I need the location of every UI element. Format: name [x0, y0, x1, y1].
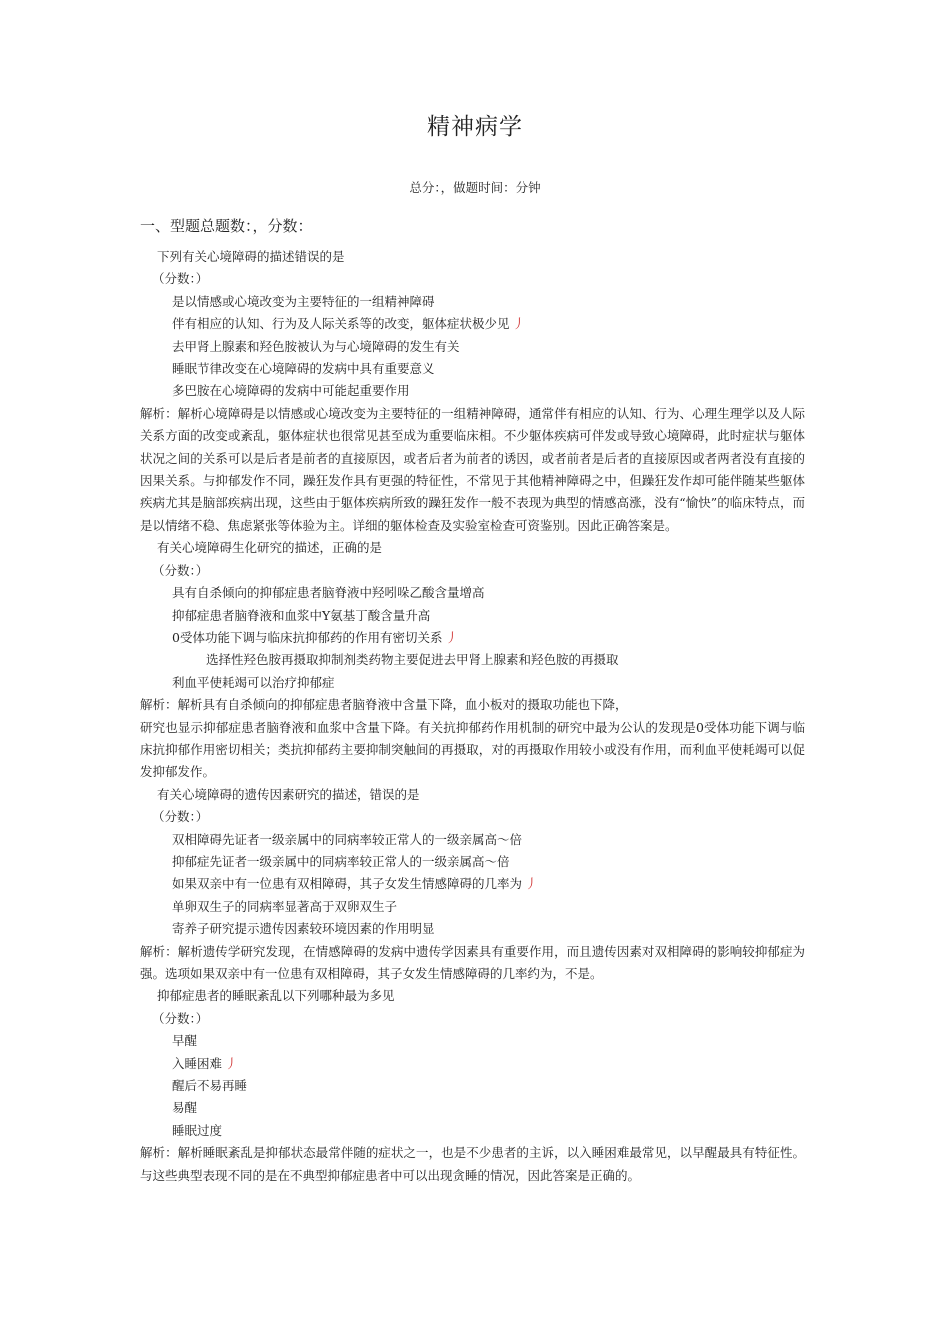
question-score: （分数：）: [152, 562, 209, 578]
question-list: [140, 246, 805, 1187]
question-score: （分数：）: [152, 1010, 209, 1026]
analysis-text: 研究也显示抑郁症患者脑脊液和血浆中含量下降。有关抗抑郁药作用机制的研究中最为公认的发现是0受体功能下调与临床抗抑郁作用密切相关；类抗抑郁药主要抑制突触间的再摄取，对的再摄取作用较小或没有作用，而利血平使耗竭可以促发抑郁发作。: [140, 719, 805, 780]
option-text: 0受体功能下调与临床抗抑郁药的作用有密切关系: [172, 629, 443, 645]
question-stem: 有关心境障碍生化研究的描述，正确的是: [157, 540, 383, 556]
analysis-first-line: 解析：解析具有自杀倾向的抑郁症患者脑脊液中含量下降，血小板对的摄取功能也下降，: [140, 697, 628, 713]
question-2: [140, 537, 805, 783]
question-score: （分数：）: [152, 271, 209, 287]
option-a: 具有自杀倾向的抑郁症患者脑脊液中羟吲哚乙酸含量增高: [172, 585, 485, 601]
question-stem: 有关心境障碍的遗传因素研究的描述，错误的是: [157, 786, 420, 802]
analysis-text: 解析：解析遗传学研究发现，在情感障碍的发病中遗传学因素具有重要作用，而且遗传因素对双相障碍的影响较抑郁症为强。选项如果双亲中有一位患有双相障碍，其子女发生情感障碍的几率约为，不是。: [140, 943, 805, 981]
option-e: 睡眠过度: [172, 1122, 223, 1138]
option-e: 寄养子研究提示遗传因素较环境因素的作用明显: [172, 921, 435, 937]
correct-check-mark: 丿: [445, 629, 458, 645]
option-b: 抑郁症先证者一级亲属中的同病率较正常人的一级亲属高〜倍: [172, 853, 510, 869]
option-d: 易醒: [172, 1100, 198, 1116]
option-text: 入睡困难: [172, 1055, 223, 1071]
correct-check-mark: 丿: [512, 316, 526, 332]
option-a: 双相障碍先证者一级亲属中的同病率较正常人的一级亲属高〜倍: [172, 831, 523, 847]
question-stem: 抑郁症患者的睡眠紊乱以下列哪种最为多见: [157, 988, 395, 1004]
analysis-text: 解析：解析睡眠紊乱是抑郁状态最常伴随的症状之一，也是不少患者的主诉，以入睡困难最常见，以早醒最具有特征性。与这些典型表现不同的是在不典型抑郁症患者中可以出现贪睡的情况，因此答案是正确的。: [140, 1145, 805, 1183]
option-a: 是以情感或心境改变为主要特征的一组精神障碍: [172, 293, 435, 309]
option-b: [140, 1053, 805, 1075]
option-d: 睡眠节律改变在心境障碍的发病中具有重要意义: [172, 361, 435, 377]
option-c: 去甲肾上腺素和羟色胺被认为与心境障碍的发生有关: [172, 338, 460, 354]
question-4: [140, 985, 805, 1187]
correct-check-mark: 丿: [525, 876, 538, 892]
question-3: [140, 784, 805, 986]
option-b: [140, 313, 805, 335]
option-text: 如果双亲中有一位患有双相障碍，其子女发生情感障碍的几率为: [172, 876, 523, 892]
correct-check-mark: 丿: [225, 1055, 238, 1071]
exam-summary: 总分：，做题时间：分钟: [409, 180, 541, 195]
option-text: 伴有相应的认知、行为及人际关系等的改变，躯体症状极少见: [172, 316, 510, 332]
analysis-text: 解析：解析心境障碍是以情感或心境改变为主要特征的一组精神障碍，通常伴有相应的认知、行为、心理生理学以及人际关系方面的改变或紊乱，躯体症状也很常见甚至成为重要临床相。不少躯体疾病可伴发或导致心境障碍，此时症状与躯体状况之间的关系可以是后者是前者的直接原因，或者后者为前者的诱因，或者前者是后者的直接原因或者两者没有直接的因果关系。与抑郁发作不同，躁狂发作具有更强的特征性，不常见于其他精神障碍之中，但躁狂发作却可能伴随某些躯体疾病尤其是脑部疾病出现，这些由于躯体疾病所致的躁狂发作一般不表现为典型的情感高涨，没有“愉快”的临床特点，而是以情绪不稳、焦虑紧张等体验为主。详细的躯体检查及实验室检查可资鉴别。因此正确答案是。: [140, 405, 805, 533]
question-stem: 下列有关心境障碍的描述错误的是: [157, 249, 345, 264]
option-b: 抑郁症患者脑脊液和血浆中Y氨基丁酸含量升高: [172, 607, 431, 623]
section-heading: 一、型题总题数：，分数：: [140, 217, 313, 235]
option-d: 选择性羟色胺再摄取抑制剂类药物主要促进去甲肾上腺素和羟色胺的再摄取: [206, 652, 619, 668]
option-c: [140, 873, 805, 895]
question-1: [140, 246, 805, 537]
question-score: （分数：）: [152, 809, 209, 825]
option-e: 多巴胺在心境障碍的发病中可能起重要作用: [172, 383, 410, 399]
option-d: 单卵双生子的同病率显著高于双卵双生子: [172, 898, 398, 914]
option-c: [140, 627, 805, 649]
page-title: 精神病学: [427, 114, 523, 140]
option-c: 醒后不易再睡: [172, 1078, 248, 1094]
option-a: 早醒: [172, 1033, 198, 1049]
option-e: 利血平使耗竭可以治疗抑郁症: [172, 674, 335, 690]
